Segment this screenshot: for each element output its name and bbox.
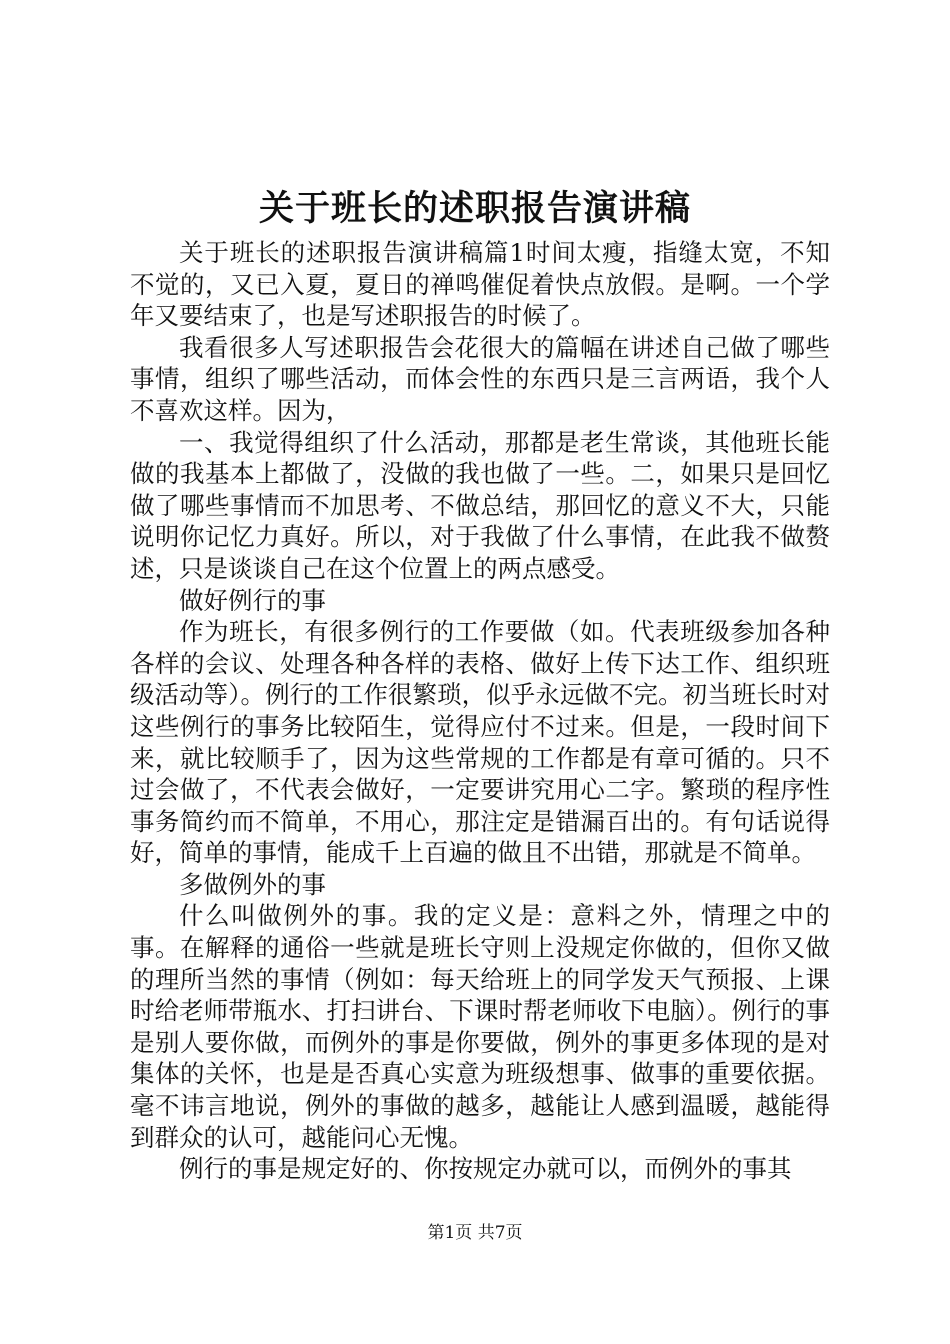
page-number-footer: 第1页 共7页 [427, 1223, 523, 1243]
section-heading-routine: 做好例行的事 [179, 585, 326, 615]
paragraph-intro: 关于班长的述职报告演讲稿篇1时间太瘦，指缝太宽，不知不觉的，又已入夏，夏日的禅鸣催促着快点放假。是啊。一个学年又要结束了，也是写述职报告的时候了。 [130, 238, 830, 331]
paragraph-reason: 我看很多人写述职报告会花很大的篇幅在讲述自己做了哪些事情，组织了哪些活动，而体会性的东西只是三言两语，我个人不喜欢这样。因为， [130, 332, 830, 425]
paragraph-routine: 作为班长，有很多例行的工作要做（如。代表班级参加各种各样的会议、处理各种各样的表格、做好上传下达工作、组织班级活动等）。例行的工作很繁琐，似乎永远做不完。初当班长时对这些例行的事务比较陌生，觉得应付不过来。但是，一段时间下来，就比较顺手了，因为这些常规的工作都是有章可循的。只不过会做了，不代表会做好，一定要讲究用心二字。繁琐的程序性事务简约而不简单，不用心，那注定是错漏百出的。有句话说得好，简单的事情，能成千上百遍的做且不出错，那就是不简单。 [130, 617, 830, 868]
document-body [130, 237, 830, 1185]
document-title: 关于班长的述职报告演讲稿 [258, 188, 691, 229]
section-heading-exception: 多做例外的事 [179, 869, 326, 899]
paragraph-points: 一、我觉得组织了什么活动，那都是老生常谈，其他班长能做的我基本上都做了，没做的我也做了一些。二，如果只是回忆做了哪些事情而不加思考、不做总结，那回忆的意义不大，只能说明你记忆力真好。所以，对于我做了什么事情，在此我不做赘述，只是谈谈自己在这个位置上的两点感受。 [130, 427, 830, 583]
paragraph-exception: 什么叫做例外的事。我的定义是：意料之外，情理之中的事。在解释的通俗一些就是班长守则上没规定你做的，但你又做的理所当然的事情（例如：每天给班上的同学发天气预报、上课时给老师带瓶水、打扫讲台、下课时帮老师收下电脑）。例行的事是别人要你做，而例外的事是你要做，例外的事更多体现的是对集体的关怀，也是是否真心实意为班级想事、做事的重要依据。毫不讳言地说，例外的事做的越多，越能让人感到温暖，越能得到群众的认可，越能问心无愧。 [130, 901, 830, 1152]
paragraph-continued: 例行的事是规定好的、你按规定办就可以，而例外的事其 [179, 1154, 792, 1184]
